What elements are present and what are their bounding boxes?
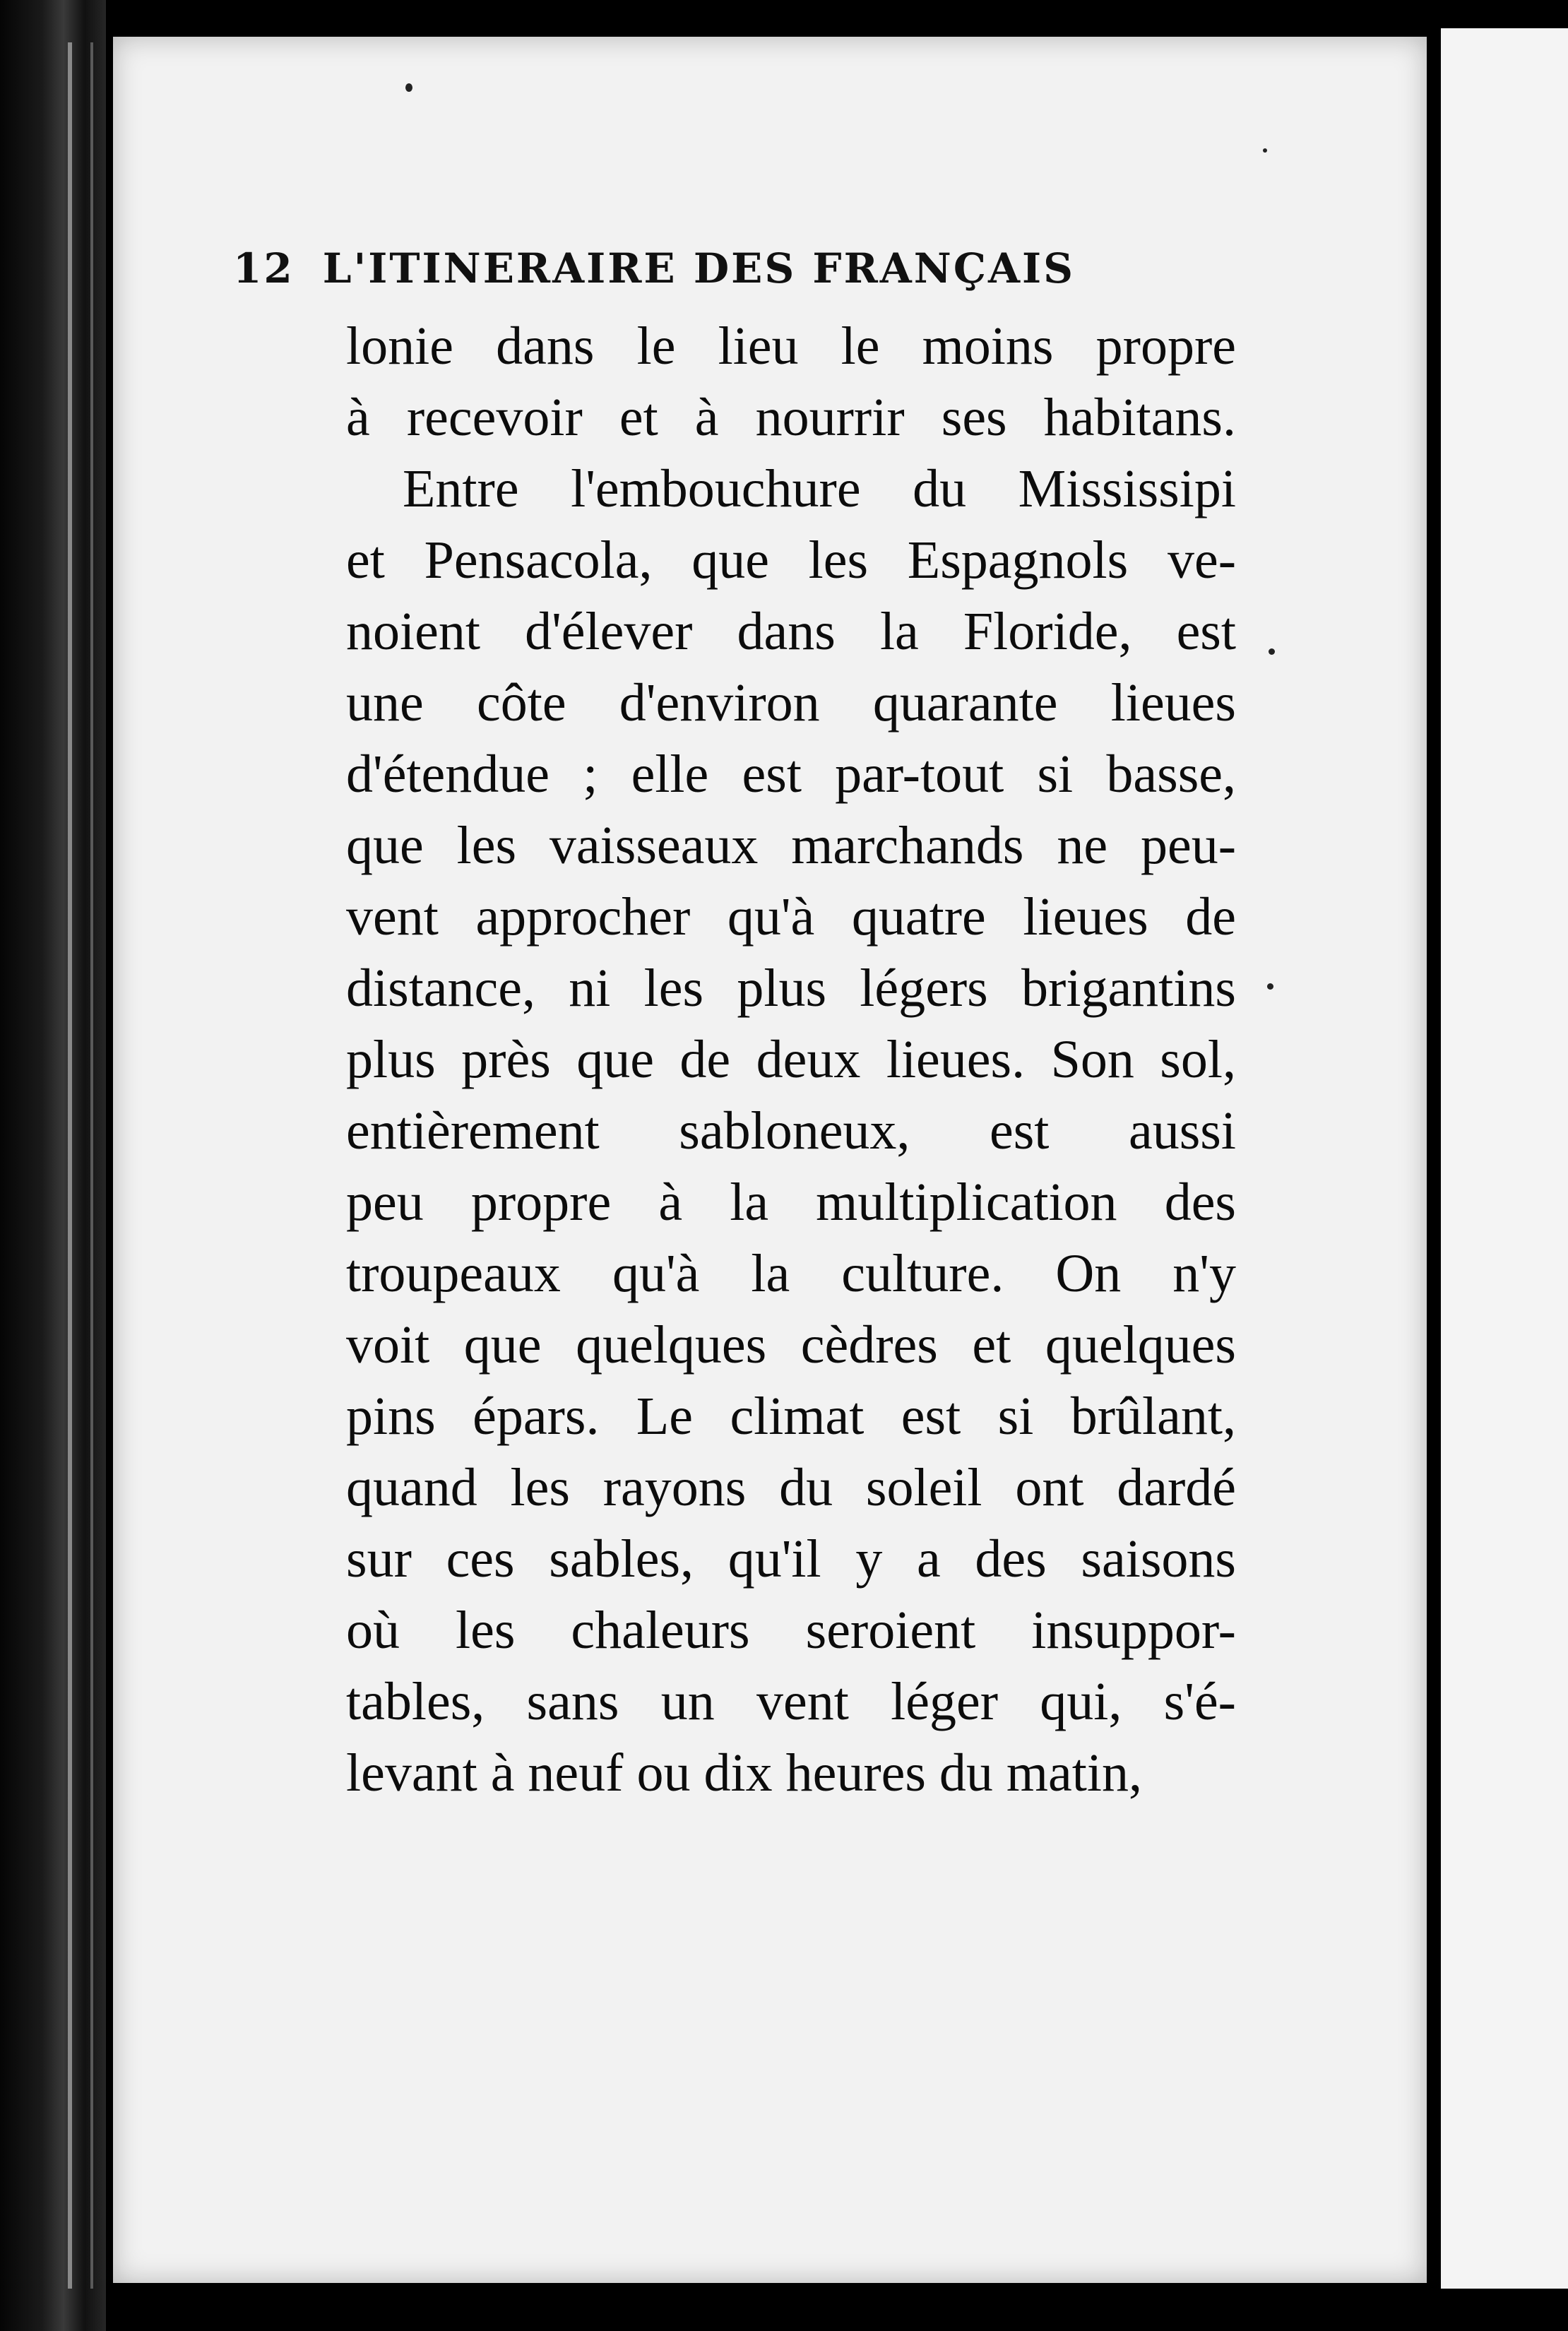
text-line: et Pensacola, que les Espagnols ve- xyxy=(346,530,1236,590)
text-line: sur ces sables, qu'il y a des saisons xyxy=(346,1529,1236,1589)
scan-speck xyxy=(1267,983,1273,990)
scan-speck xyxy=(1269,648,1275,655)
text-line: entièrement sabloneux, est aussi xyxy=(346,1101,1236,1161)
running-head xyxy=(233,233,1243,304)
text-line: tables, sans un vent léger qui, s'é- xyxy=(346,1672,1236,1731)
text-line: quand les rayons du soleil ont dardé xyxy=(346,1458,1236,1517)
text-line: Entre l'embouchure du Mississipi xyxy=(403,459,1236,518)
binding-edge-line xyxy=(68,42,72,2289)
text-line: à recevoir et à nourrir ses habitans. xyxy=(346,388,1236,447)
text-line: troupeaux qu'à la culture. On n'y xyxy=(346,1244,1236,1303)
text-line: lonie dans le lieu le moins propre xyxy=(346,316,1236,376)
text-line: distance, ni les plus légers brigantins xyxy=(346,959,1236,1018)
text-line: voit que quelques cèdres et quelques xyxy=(346,1315,1236,1375)
text-line: vent approcher qu'à quatre lieues de xyxy=(346,887,1236,947)
text-line: que les vaisseaux marchands ne peu- xyxy=(346,816,1236,875)
binding-edge-line xyxy=(90,42,93,2289)
text-line: où les chaleurs seroient insuppor- xyxy=(346,1601,1236,1660)
text-line: peu propre à la multiplication des xyxy=(346,1173,1236,1232)
scan-speck xyxy=(1263,148,1267,153)
page-gutter xyxy=(1427,0,1441,2331)
body-text xyxy=(346,311,1236,1809)
scan-speck xyxy=(405,83,412,92)
text-line: une côte d'environ quarante lieues xyxy=(346,673,1236,732)
text-line: d'étendue ; elle est par-tout si basse, xyxy=(346,745,1236,804)
text-line: pins épars. Le climat est si brûlant, xyxy=(346,1387,1236,1446)
text-line: noient d'élever dans la Floride, est xyxy=(346,602,1236,661)
text-line: plus près que de deux lieues. Son sol, xyxy=(346,1030,1236,1089)
text-line: levant à neuf ou dix heures du matin, xyxy=(346,1743,1143,1803)
running-title: L'ITINERAIRE DES FRANÇAIS xyxy=(322,244,1075,292)
facing-page-edge xyxy=(1441,28,1568,2289)
page-number: 12 xyxy=(233,244,295,292)
book-binding xyxy=(0,0,106,2331)
